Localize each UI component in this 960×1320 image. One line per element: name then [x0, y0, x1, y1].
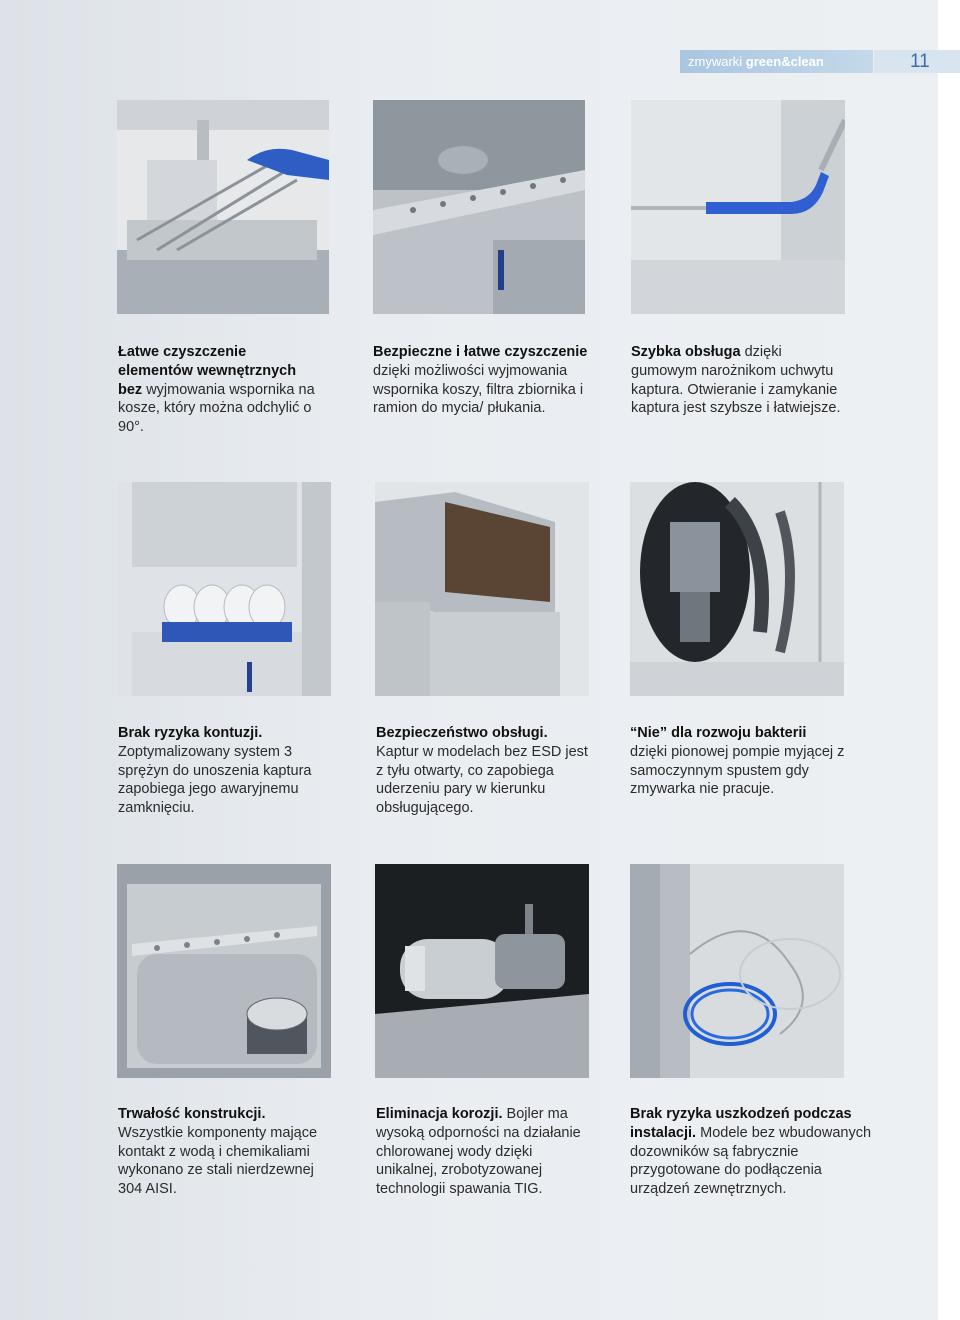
series-header — [680, 50, 873, 73]
photo-dosing-hoses — [630, 864, 844, 1078]
caption-title: Łatwe czyszczenie — [118, 344, 247, 360]
caption-installation — [630, 1105, 875, 1199]
caption-title: Eliminacja korozji. — [376, 1106, 503, 1122]
caption-title: bez — [118, 381, 143, 398]
caption-title: Bezpieczeństwo obsługi. — [376, 725, 548, 741]
caption-text: Bojler ma wysoką odporności na działanie chlorowanej wody dzięki unikalnej, zrobotyzowanej technologii spawania TIG. — [376, 1106, 581, 1198]
caption-operator-safety — [376, 724, 591, 818]
caption-title: “Nie” dla rozwoju bakterii — [630, 725, 807, 741]
caption-title: Bezpieczne i łatwe czyszczenie — [373, 344, 588, 360]
caption-quick-operation — [631, 343, 851, 418]
photo-vertical-pump — [630, 482, 844, 696]
caption-title: Brak ryzyka kontuzji. — [118, 725, 263, 741]
photo-hood-open-back — [375, 482, 589, 696]
caption-corrosion — [376, 1105, 591, 1199]
caption-safe-cleaning — [373, 343, 593, 418]
caption-durability — [118, 1105, 328, 1199]
photo-hood-open-plates — [117, 482, 331, 696]
caption-easy-cleaning — [118, 343, 328, 437]
caption-text: Zoptymalizowany system 3 sprężyn do unoszenia kaptura zapobiega jego awaryjnemu zamknięciu. — [118, 743, 312, 817]
photo-boiler-tig — [375, 864, 589, 1078]
caption-text: Modele bez wbudowanych dozowników są fabrycznie przygotowane do podłączenia urządzeń zewnętrznych. — [630, 1124, 872, 1198]
caption-text: dzięki gumowym narożnikom uchwytu kaptura. Otwieranie i zamykanie kaptura jest szybsze i łatwiejsze. — [631, 344, 841, 417]
page-edge — [938, 0, 960, 1320]
caption-text: Kaptur w modelach bez ESD jest z tyłu otwarty, co zapobiega uderzeniu pary w kierunku obsługującego. — [376, 743, 588, 817]
caption-text: dzięki pionowej pompie myjącej z samoczynnym spustem gdy zmywarka nie pracuje. — [630, 743, 845, 798]
caption-title: Brak ryzyka uszkodzeń podczas instalacji. — [630, 1106, 852, 1141]
page-number: 11 — [874, 50, 960, 73]
photo-basket-support-tilted — [117, 100, 329, 314]
caption-title: Szybka obsługa — [631, 344, 741, 360]
caption-title: Trwałość konstrukcji. — [118, 1106, 266, 1122]
photo-hood-handle-rubber — [631, 100, 845, 314]
caption-text: dzięki możliwości wyjmowania wspornika koszy, filtra zbiornika i ramion do mycia/ płukania. — [373, 362, 584, 417]
caption-title: elementów wewnętrznych — [118, 362, 297, 379]
caption-no-bacteria — [630, 724, 850, 799]
photo-stainless-tank — [117, 864, 331, 1078]
photo-wash-arms-removable — [373, 100, 585, 314]
caption-text: wyjmowania wspornika na kosze, który można odchylić o 90°. — [118, 381, 315, 436]
caption-no-injury — [118, 724, 328, 818]
caption-text: Wszystkie komponenty mające kontakt z wodą i chemikaliami wykonano ze stali nierdzewnej 304 AISI. — [118, 1124, 318, 1198]
series-name-light: zmywarki — [688, 54, 743, 69]
series-name-bold: green&clean — [745, 54, 824, 69]
